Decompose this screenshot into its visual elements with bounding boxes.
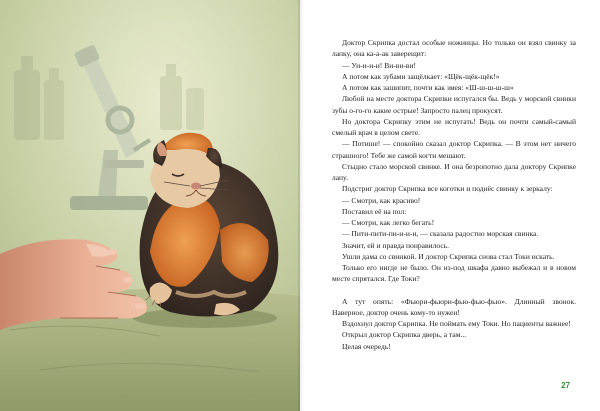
story-paragraph: Целая очередь! <box>342 341 391 351</box>
story-paragraph: Значит, ей и правда понравилось. <box>342 240 450 250</box>
story-paragraph: Подстриг доктор Скрипка все коготки и поднёс свинку к зеркалу: <box>342 184 553 194</box>
story-paragraph: А потом как зашипит, почти как змея: «Ш-ш-ш-ш-ш» <box>342 83 514 92</box>
story-paragraph: Поставил её на пол: <box>342 206 407 216</box>
story-paragraph: Открыл доктор Скрипка дверь, а там... <box>342 330 467 340</box>
story-paragraph: Но доктора Скрипку этим не испугать! Ведь он почти самый-самый смелый врач в целом свете. <box>332 116 576 137</box>
story-paragraph: Ушли дама со свинкой. И доктор Скрипка снова стал Токи искать. <box>342 251 555 261</box>
story-paragraph: Вздохнул доктор Скрипка. Не поймать ему Токи. Но пациенты важнее! <box>342 319 571 328</box>
story-paragraph: — Потише! — спокойно сказал доктор Скрипка. — В этом нет ничего страшного! Тебе же самой когти мешают. <box>332 139 576 160</box>
story-paragraph: А тут опять: «Фьюри-фьюри-фью-фью-фью». Длинный звонок. Наверное, доктор очень кому-то нужен! <box>332 296 576 317</box>
story-paragraph: — Смотри, как легко бегать! <box>342 218 435 227</box>
story-text <box>332 37 576 352</box>
text-page <box>300 0 600 411</box>
story-paragraph: — Уи-и-и-и! Ви-ви-ви! <box>342 60 417 70</box>
story-paragraph: — Пити-пити-пи-и-и-и, — сказала радостно морская свинка. <box>342 229 539 239</box>
story-paragraph: А потом как зубами защёлкает: «Щёк-щёк-щёк!» <box>342 71 500 81</box>
story-paragraph: Только его нигде не было. Он из-под шкафа давно выбежал и в новом месте спрятался. Где Токи? <box>332 263 576 284</box>
page-number: 27 <box>561 380 570 390</box>
story-paragraph: — Смотри, как красиво! <box>342 195 421 205</box>
story-paragraph: Любой на месте доктора Скрипки испугался бы. Ведь у морской свинки зубы о-го-го какие острые! Запросто палец прокусят. <box>332 94 576 115</box>
story-paragraph: Стыдно стало морской свинке. И она безропотно дала доктору Скрипке лапу. <box>332 161 576 182</box>
story-paragraph: Доктор Скрипка достал особые ножницы. Но только он взял свинку за лапку, она ка-а-ак заверещит: <box>332 38 576 59</box>
